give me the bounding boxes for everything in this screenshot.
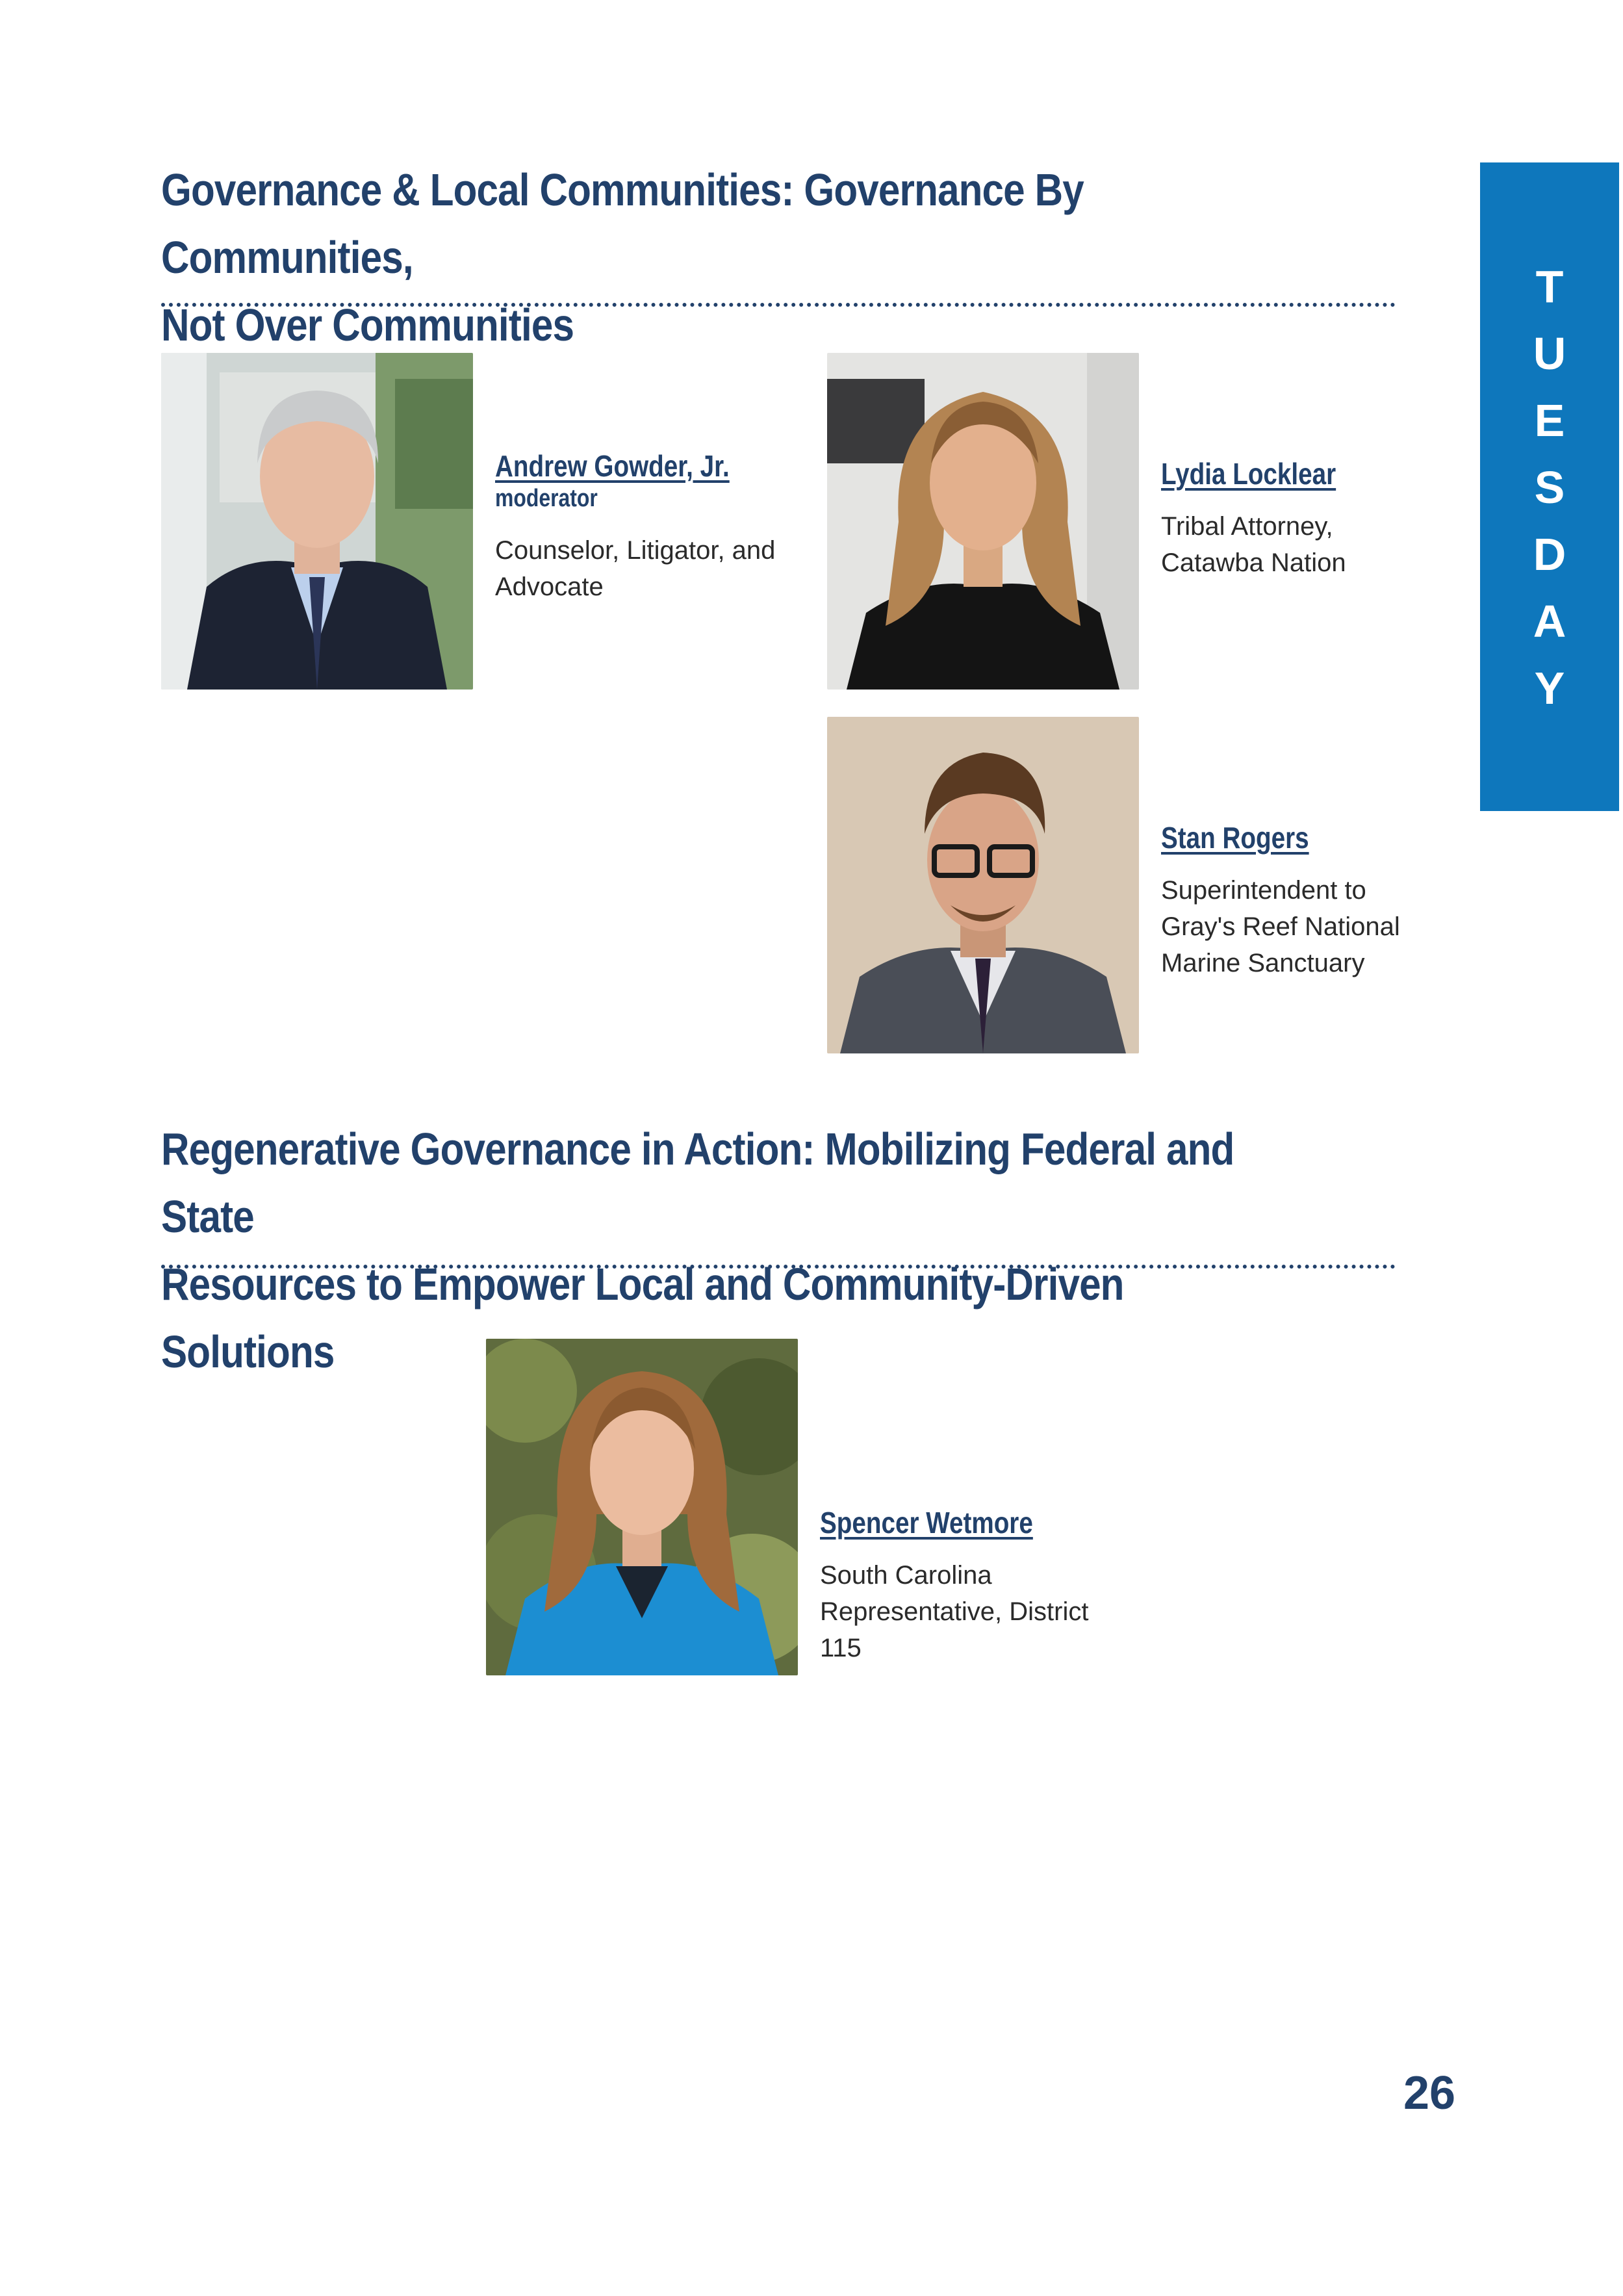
session-title: [161, 156, 1257, 359]
speaker-description-line: Advocate: [495, 573, 604, 601]
speaker-description-line: Catawba Nation: [1161, 548, 1346, 577]
speaker-info: [820, 1505, 1106, 1666]
speaker-description: [820, 1557, 1106, 1666]
speaker-photo-spencer-wetmore: [486, 1339, 798, 1675]
day-tab-letter: U: [1533, 328, 1566, 379]
speaker-description-line: Counselor, Litigator, and: [495, 536, 776, 565]
day-tab: [1480, 162, 1619, 811]
session-title-line: Governance & Local Communities: Governance By Communities,: [161, 164, 1084, 283]
day-tab-letter: S: [1534, 462, 1565, 513]
page-number: 26: [1403, 2067, 1456, 2119]
speaker-info: [1161, 456, 1447, 581]
day-tab-letter: A: [1533, 596, 1566, 647]
speaker-photo-stan-rogers: [827, 717, 1139, 1053]
speaker-info: [495, 448, 781, 605]
speaker-description-line: Tribal Attorney,: [1161, 512, 1333, 541]
dotted-divider: [161, 1265, 1396, 1269]
day-tab-letter: T: [1535, 261, 1564, 312]
speaker-photo-lydia-locklear: [827, 353, 1139, 690]
speaker-description: [1161, 508, 1447, 581]
session-title-line: Not Over Communities: [161, 300, 574, 350]
speaker-photo-andrew-gowder: [161, 353, 473, 690]
session-title-line: Resources to Empower Local and Community-Driven Solutions: [161, 1259, 1124, 1377]
speaker-description-line: Superintendent to: [1161, 876, 1366, 905]
speaker-description-line: South Carolina: [820, 1561, 992, 1590]
dotted-divider: [161, 303, 1396, 307]
day-tab-letter: D: [1533, 529, 1566, 580]
speaker-description: [495, 532, 781, 605]
speaker-description-line: Marine Sanctuary: [1161, 949, 1365, 977]
speaker-name-link[interactable]: Spencer Wetmore: [820, 1506, 1033, 1540]
day-tab-letter: Y: [1534, 663, 1565, 714]
session-title-line: Regenerative Governance in Action: Mobilizing Federal and State: [161, 1124, 1234, 1242]
speaker-description: [1161, 872, 1447, 981]
speaker-name-link[interactable]: Lydia Locklear: [1161, 457, 1336, 491]
day-tab-letter: E: [1534, 395, 1565, 446]
speaker-name-link[interactable]: Andrew Gowder, Jr.: [495, 449, 730, 483]
speaker-description-line: Gray's Reef National: [1161, 912, 1400, 941]
speaker-role: moderator: [495, 485, 598, 512]
speaker-info: [1161, 820, 1447, 981]
speaker-name-link[interactable]: Stan Rogers: [1161, 821, 1309, 855]
speaker-description-line: 115: [820, 1634, 862, 1662]
speaker-description-line: Representative, District: [820, 1597, 1089, 1626]
